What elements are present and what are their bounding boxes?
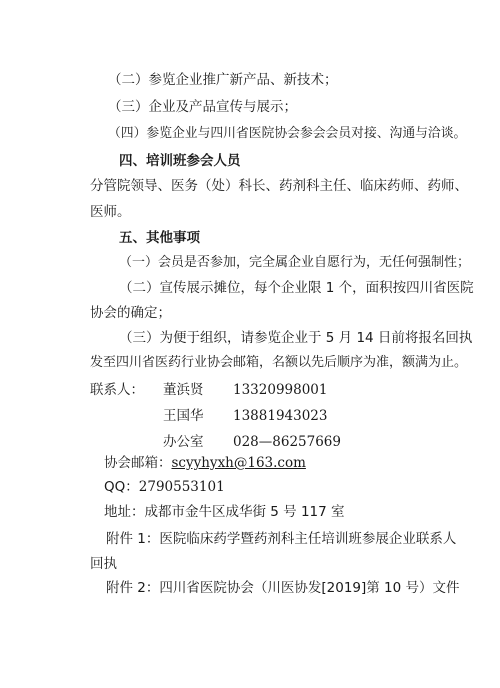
section-4-text-line1: 分管院领导、医务（处）科长、药剂科主任、临床药师、药师、 — [90, 178, 468, 194]
qq-number: 2790553101 — [138, 479, 225, 495]
section-4-text-line2: 医师。 — [90, 204, 131, 220]
email-row — [104, 454, 306, 472]
section-5-heading: 五、其他事项 — [119, 230, 200, 246]
contact-name: 王国华 — [163, 408, 204, 424]
contact-row — [163, 381, 327, 399]
section-5-item-3-line2: 发至四川省医药行业协会邮箱，名额以先后顺序为准，额满为止。 — [90, 355, 468, 370]
section-5-item-2-line1: （二）宣传展示摊位，每个企业限 1 个，面积按四川省医院 — [119, 280, 474, 296]
contact-phone: 13320998001 — [233, 382, 328, 398]
contact-phone: 028—86257669 — [233, 434, 341, 450]
exhibit-item-4: （四）参览企业与四川省医院协会参会会员对接、沟通与洽谈。 — [108, 126, 467, 141]
section-5-item-2-line2: 协会的确定； — [90, 305, 171, 321]
contacts-label: 联系人： — [90, 382, 144, 398]
contact-row — [163, 407, 327, 425]
address-row — [104, 503, 345, 521]
address-label: 地址： — [104, 504, 145, 520]
section-4-heading: 四、培训班参会人员 — [119, 153, 241, 169]
qq-label: QQ： — [104, 479, 139, 495]
attachment-1-line2: 回执 — [90, 556, 117, 572]
address-value: 成都市金牛区成华街 5 号 117 室 — [144, 504, 345, 520]
qq-row — [104, 478, 225, 496]
contact-row — [163, 433, 341, 451]
contact-phone: 13881943023 — [233, 408, 328, 424]
section-5-item-1: （一）会员是否参加，完全属企业自愿行为，无任何强制性； — [119, 255, 471, 270]
attachment-2: 附件 2：四川省医院协会（川医协发[2019]第 10 号）文件 — [106, 580, 460, 596]
email-link[interactable]: scyyhyxh@163.com — [171, 455, 306, 471]
email-label: 协会邮箱： — [104, 455, 172, 471]
attachment-1-line1: 附件 1：医院临床药学暨药剂科主任培训班参展企业联系人 — [106, 531, 457, 547]
section-5-item-3-line1: （三）为便于组织，请参览企业于 5 月 14 日前将报名回执 — [119, 330, 473, 346]
exhibit-item-2: （二）参览企业推广新产品、新技术； — [108, 72, 338, 88]
exhibit-item-3: （三）企业及产品宣传与展示； — [108, 99, 297, 115]
contact-name: 办公室 — [163, 434, 204, 450]
contact-name: 董浜贤 — [163, 382, 204, 398]
